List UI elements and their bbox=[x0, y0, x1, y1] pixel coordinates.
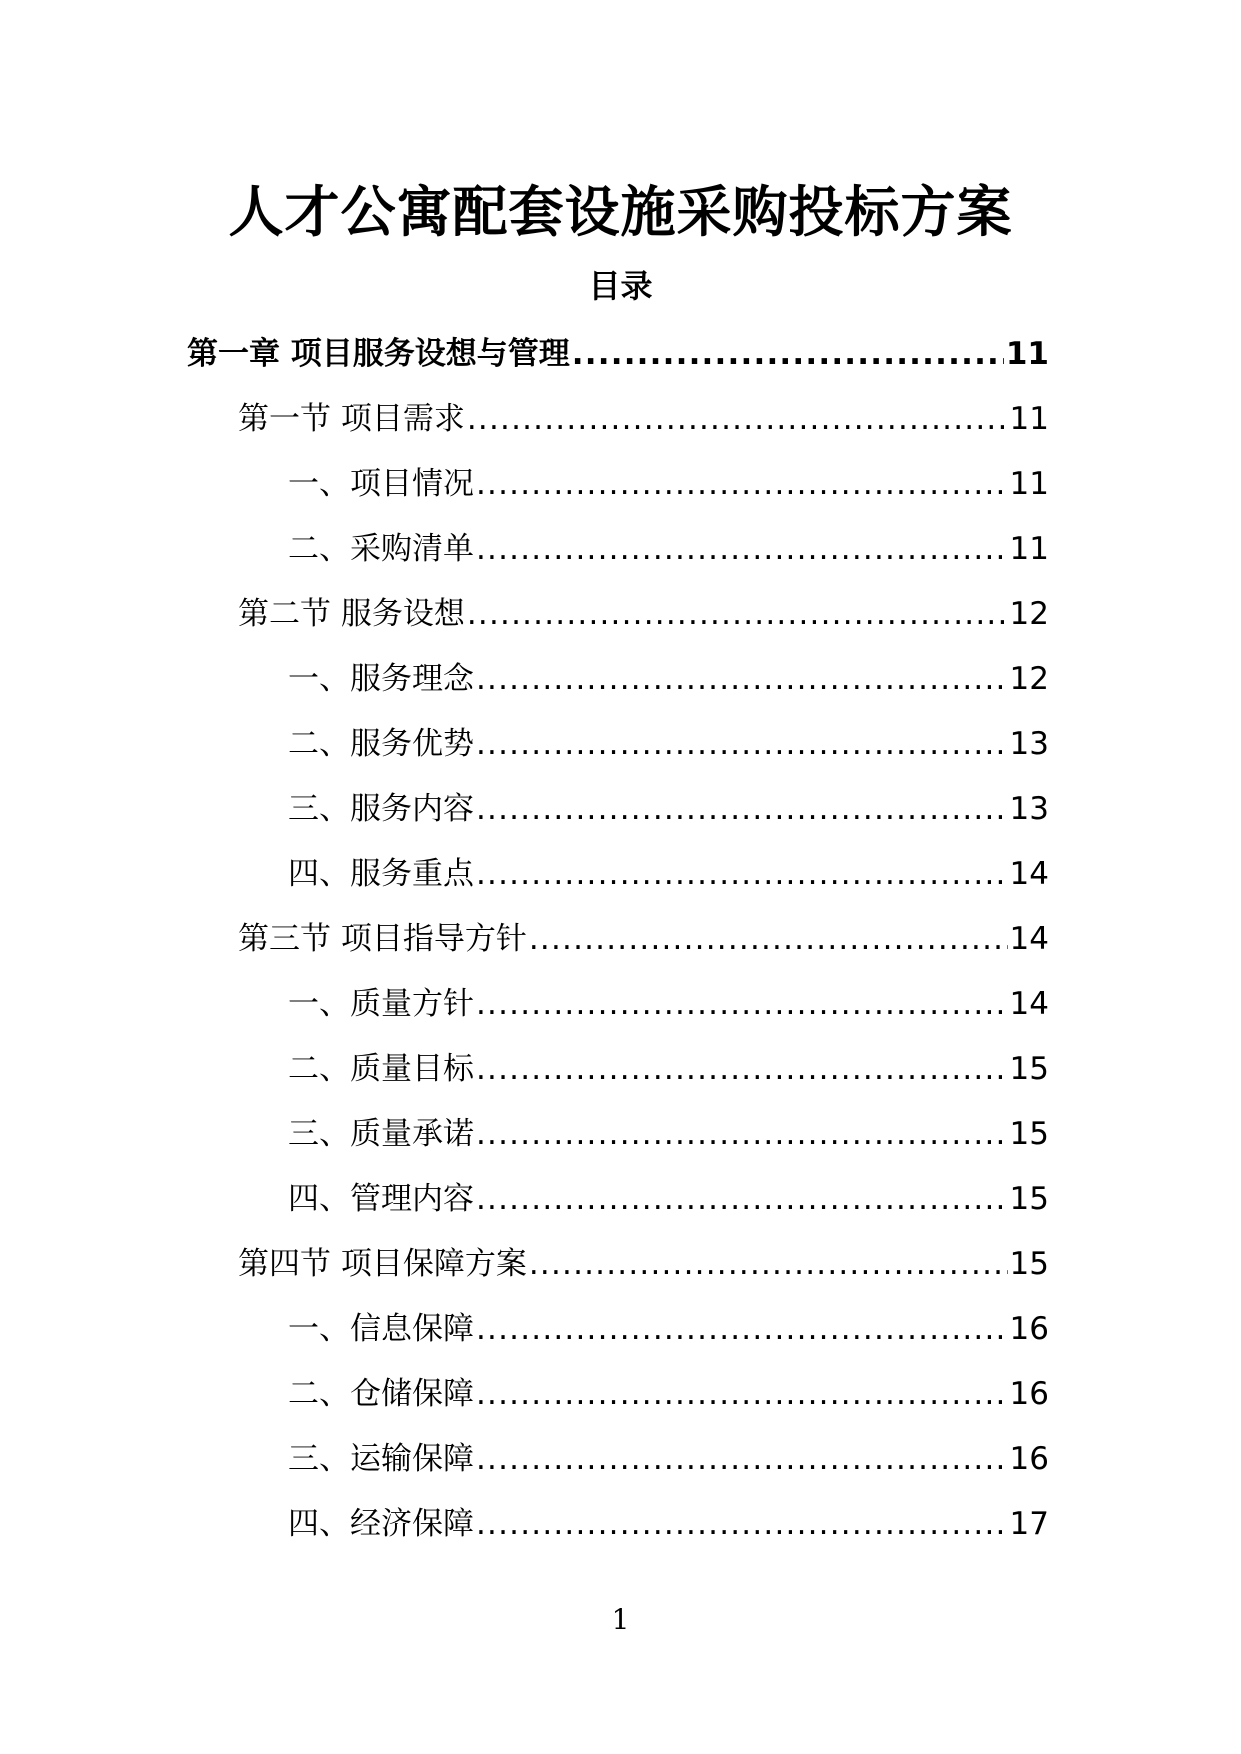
toc-dot-leader bbox=[476, 1362, 1008, 1427]
toc-dot-leader bbox=[529, 1232, 1008, 1297]
toc-entry-label: 三、服务内容 bbox=[288, 791, 474, 827]
toc-dot-leader bbox=[476, 1297, 1008, 1362]
toc-entry-label: 三、运输保障 bbox=[288, 1441, 474, 1477]
toc-dot-leader bbox=[476, 517, 1008, 582]
toc-dot-leader bbox=[476, 1427, 1008, 1492]
toc-entry[interactable] bbox=[0, 842, 1241, 907]
toc-dot-leader bbox=[476, 452, 1008, 517]
toc-entry-label: 二、仓储保障 bbox=[288, 1376, 474, 1412]
toc-dot-leader bbox=[572, 322, 1004, 387]
toc-entry-page: 14 bbox=[1009, 921, 1049, 957]
toc-entry-page: 15 bbox=[1009, 1246, 1049, 1282]
toc-entry-page: 12 bbox=[1009, 661, 1049, 697]
toc-entry[interactable] bbox=[0, 582, 1241, 647]
toc-entry[interactable] bbox=[0, 452, 1241, 517]
toc-entry-label: 第三节 项目指导方针 bbox=[238, 921, 527, 957]
toc-entry-page: 15 bbox=[1009, 1116, 1049, 1152]
toc-entry-label: 第二节 服务设想 bbox=[238, 596, 465, 632]
toc-entry[interactable] bbox=[0, 1362, 1241, 1427]
document-title: 人才公寓配套设施采购投标方案 bbox=[228, 180, 1013, 244]
toc-entry[interactable] bbox=[0, 1037, 1241, 1102]
toc-dot-leader bbox=[476, 1102, 1008, 1167]
toc-entry-page: 15 bbox=[1009, 1051, 1049, 1087]
toc-entry[interactable] bbox=[0, 647, 1241, 712]
toc-entry-page: 13 bbox=[1009, 791, 1049, 827]
toc-dot-leader bbox=[467, 582, 1008, 647]
toc-entry-page: 16 bbox=[1009, 1441, 1049, 1477]
toc-dot-leader bbox=[476, 1492, 1008, 1557]
toc-entry[interactable] bbox=[0, 1492, 1241, 1557]
toc-entry-page: 11 bbox=[1009, 466, 1049, 502]
toc-dot-leader bbox=[467, 387, 1008, 452]
toc-entry-label: 第一章 项目服务设想与管理 bbox=[187, 336, 570, 372]
toc-entry-label: 三、质量承诺 bbox=[288, 1116, 474, 1152]
table-of-contents bbox=[0, 322, 1241, 1557]
toc-entry[interactable] bbox=[0, 1167, 1241, 1232]
toc-entry[interactable] bbox=[0, 1297, 1241, 1362]
toc-entry-page: 16 bbox=[1009, 1311, 1049, 1347]
toc-entry-label: 第一节 项目需求 bbox=[238, 401, 465, 437]
toc-entry-label: 一、服务理念 bbox=[288, 661, 474, 697]
toc-entry-page: 14 bbox=[1009, 856, 1049, 892]
toc-entry-label: 一、信息保障 bbox=[288, 1311, 474, 1347]
toc-entry-page: 17 bbox=[1009, 1506, 1049, 1542]
toc-dot-leader bbox=[476, 647, 1008, 712]
page-number: 1 bbox=[611, 1603, 630, 1636]
toc-entry[interactable] bbox=[0, 322, 1241, 387]
toc-entry[interactable] bbox=[0, 1427, 1241, 1492]
toc-entry-label: 二、采购清单 bbox=[288, 531, 474, 567]
toc-heading: 目录 bbox=[588, 267, 653, 305]
toc-entry-label: 一、项目情况 bbox=[288, 466, 474, 502]
toc-entry-label: 第四节 项目保障方案 bbox=[238, 1246, 527, 1282]
toc-entry-label: 四、服务重点 bbox=[288, 856, 474, 892]
toc-entry-page: 16 bbox=[1009, 1376, 1049, 1412]
toc-entry-label: 四、管理内容 bbox=[288, 1181, 474, 1217]
toc-entry-page: 11 bbox=[1009, 401, 1049, 437]
toc-entry-label: 一、质量方针 bbox=[288, 986, 474, 1022]
toc-entry-label: 二、质量目标 bbox=[288, 1051, 474, 1087]
toc-dot-leader bbox=[476, 972, 1008, 1037]
toc-entry-page: 12 bbox=[1009, 596, 1049, 632]
toc-dot-leader bbox=[529, 907, 1008, 972]
toc-entry[interactable] bbox=[0, 1232, 1241, 1297]
toc-entry[interactable] bbox=[0, 1102, 1241, 1167]
toc-entry[interactable] bbox=[0, 517, 1241, 582]
toc-entry[interactable] bbox=[0, 777, 1241, 842]
toc-dot-leader bbox=[476, 712, 1008, 777]
toc-dot-leader bbox=[476, 777, 1008, 842]
toc-entry-label: 四、经济保障 bbox=[288, 1506, 474, 1542]
toc-entry-page: 11 bbox=[1005, 336, 1049, 372]
toc-entry[interactable] bbox=[0, 907, 1241, 972]
toc-entry-page: 13 bbox=[1009, 726, 1049, 762]
toc-entry[interactable] bbox=[0, 712, 1241, 777]
toc-entry-page: 14 bbox=[1009, 986, 1049, 1022]
toc-entry[interactable] bbox=[0, 972, 1241, 1037]
toc-entry-page: 15 bbox=[1009, 1181, 1049, 1217]
toc-dot-leader bbox=[476, 1167, 1008, 1232]
toc-entry[interactable] bbox=[0, 387, 1241, 452]
toc-entry-label: 二、服务优势 bbox=[288, 726, 474, 762]
toc-entry-page: 11 bbox=[1009, 531, 1049, 567]
toc-dot-leader bbox=[476, 842, 1008, 907]
toc-dot-leader bbox=[476, 1037, 1008, 1102]
